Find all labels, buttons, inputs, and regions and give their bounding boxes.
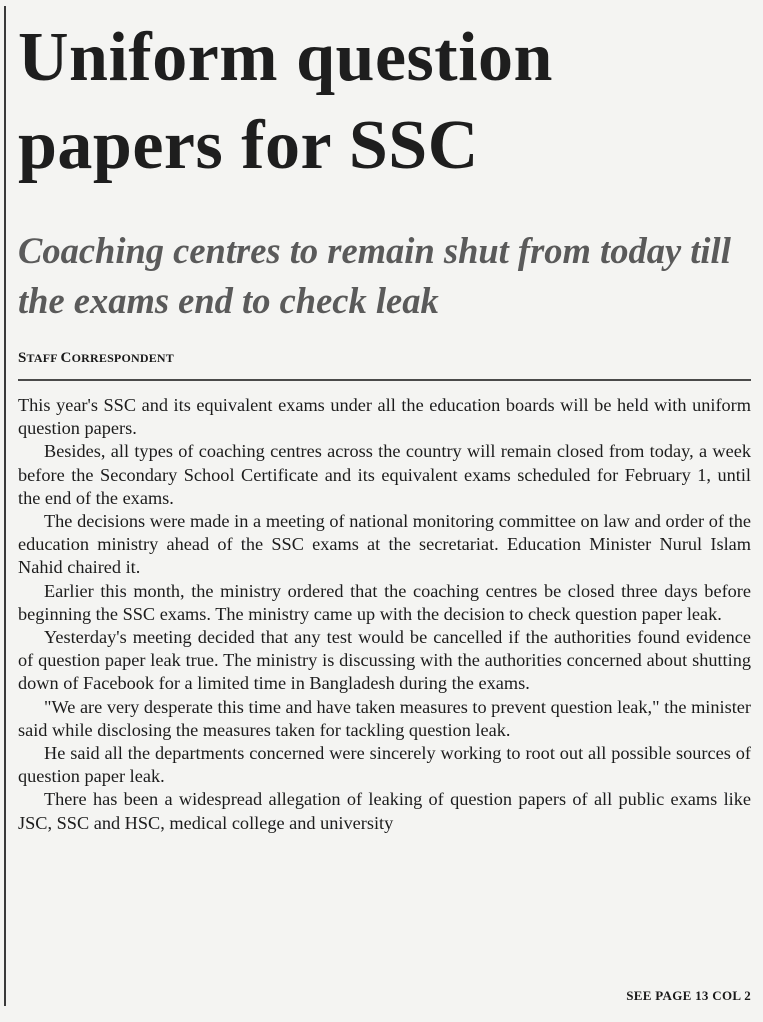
byline-cap-1: S (18, 350, 27, 366)
paragraph: The decisions were made in a meeting of national monitoring committee on law and order of the education ministry ahead of the SSC exams at the secretariat. Education Minister Nurul Islam Nahid chaired it. (18, 511, 751, 578)
paragraph: Besides, all types of coaching centres across the country will remain closed from today, a week before the Secondary School Certificate and its equivalent exams scheduled for February 1, until the end of the exams. (18, 441, 751, 508)
paragraph: Yesterday's meeting decided that any test would be cancelled if the authorities found evidence of question paper leak true. The ministry is discussing with the authorities concerned about shutting down of Facebook for a limited time in Bangladesh during the exams. (18, 627, 751, 694)
paragraph: This year's SSC and its equivalent exams under all the education boards will be held with uniform question papers. (18, 395, 751, 439)
byline-rest-2: ORRESPONDENT (71, 351, 175, 365)
paragraph: "We are very desperate this time and have taken measures to prevent question leak," the minister said while disclosing the measures taken for tackling question leak. (18, 696, 751, 740)
paragraph: There has been a widespread allegation of leaking of question papers of all public exams like JSC, SSC and HSC, medical college and university (18, 789, 751, 833)
byline-cap-2: C (60, 350, 72, 366)
column-rule (4, 6, 6, 1006)
byline-rest-1: TAFF (26, 351, 58, 365)
byline (18, 350, 174, 366)
byline-divider (18, 379, 751, 381)
paragraph: He said all the departments concerned were sincerely working to root out all possible sources of question paper leak. (18, 743, 751, 787)
article-body (18, 394, 751, 835)
subheadline: Coaching centres to remain shut from today till the exams end to check leak (18, 230, 731, 321)
headline: Uniform question papers for SSC (18, 19, 553, 184)
paragraph: Earlier this month, the ministry ordered that the coaching centres be closed three days before beginning the SSC exams. The ministry came up with the decision to check question paper leak. (18, 580, 751, 624)
continuation-note: SEE PAGE 13 COL 2 (626, 988, 751, 1003)
